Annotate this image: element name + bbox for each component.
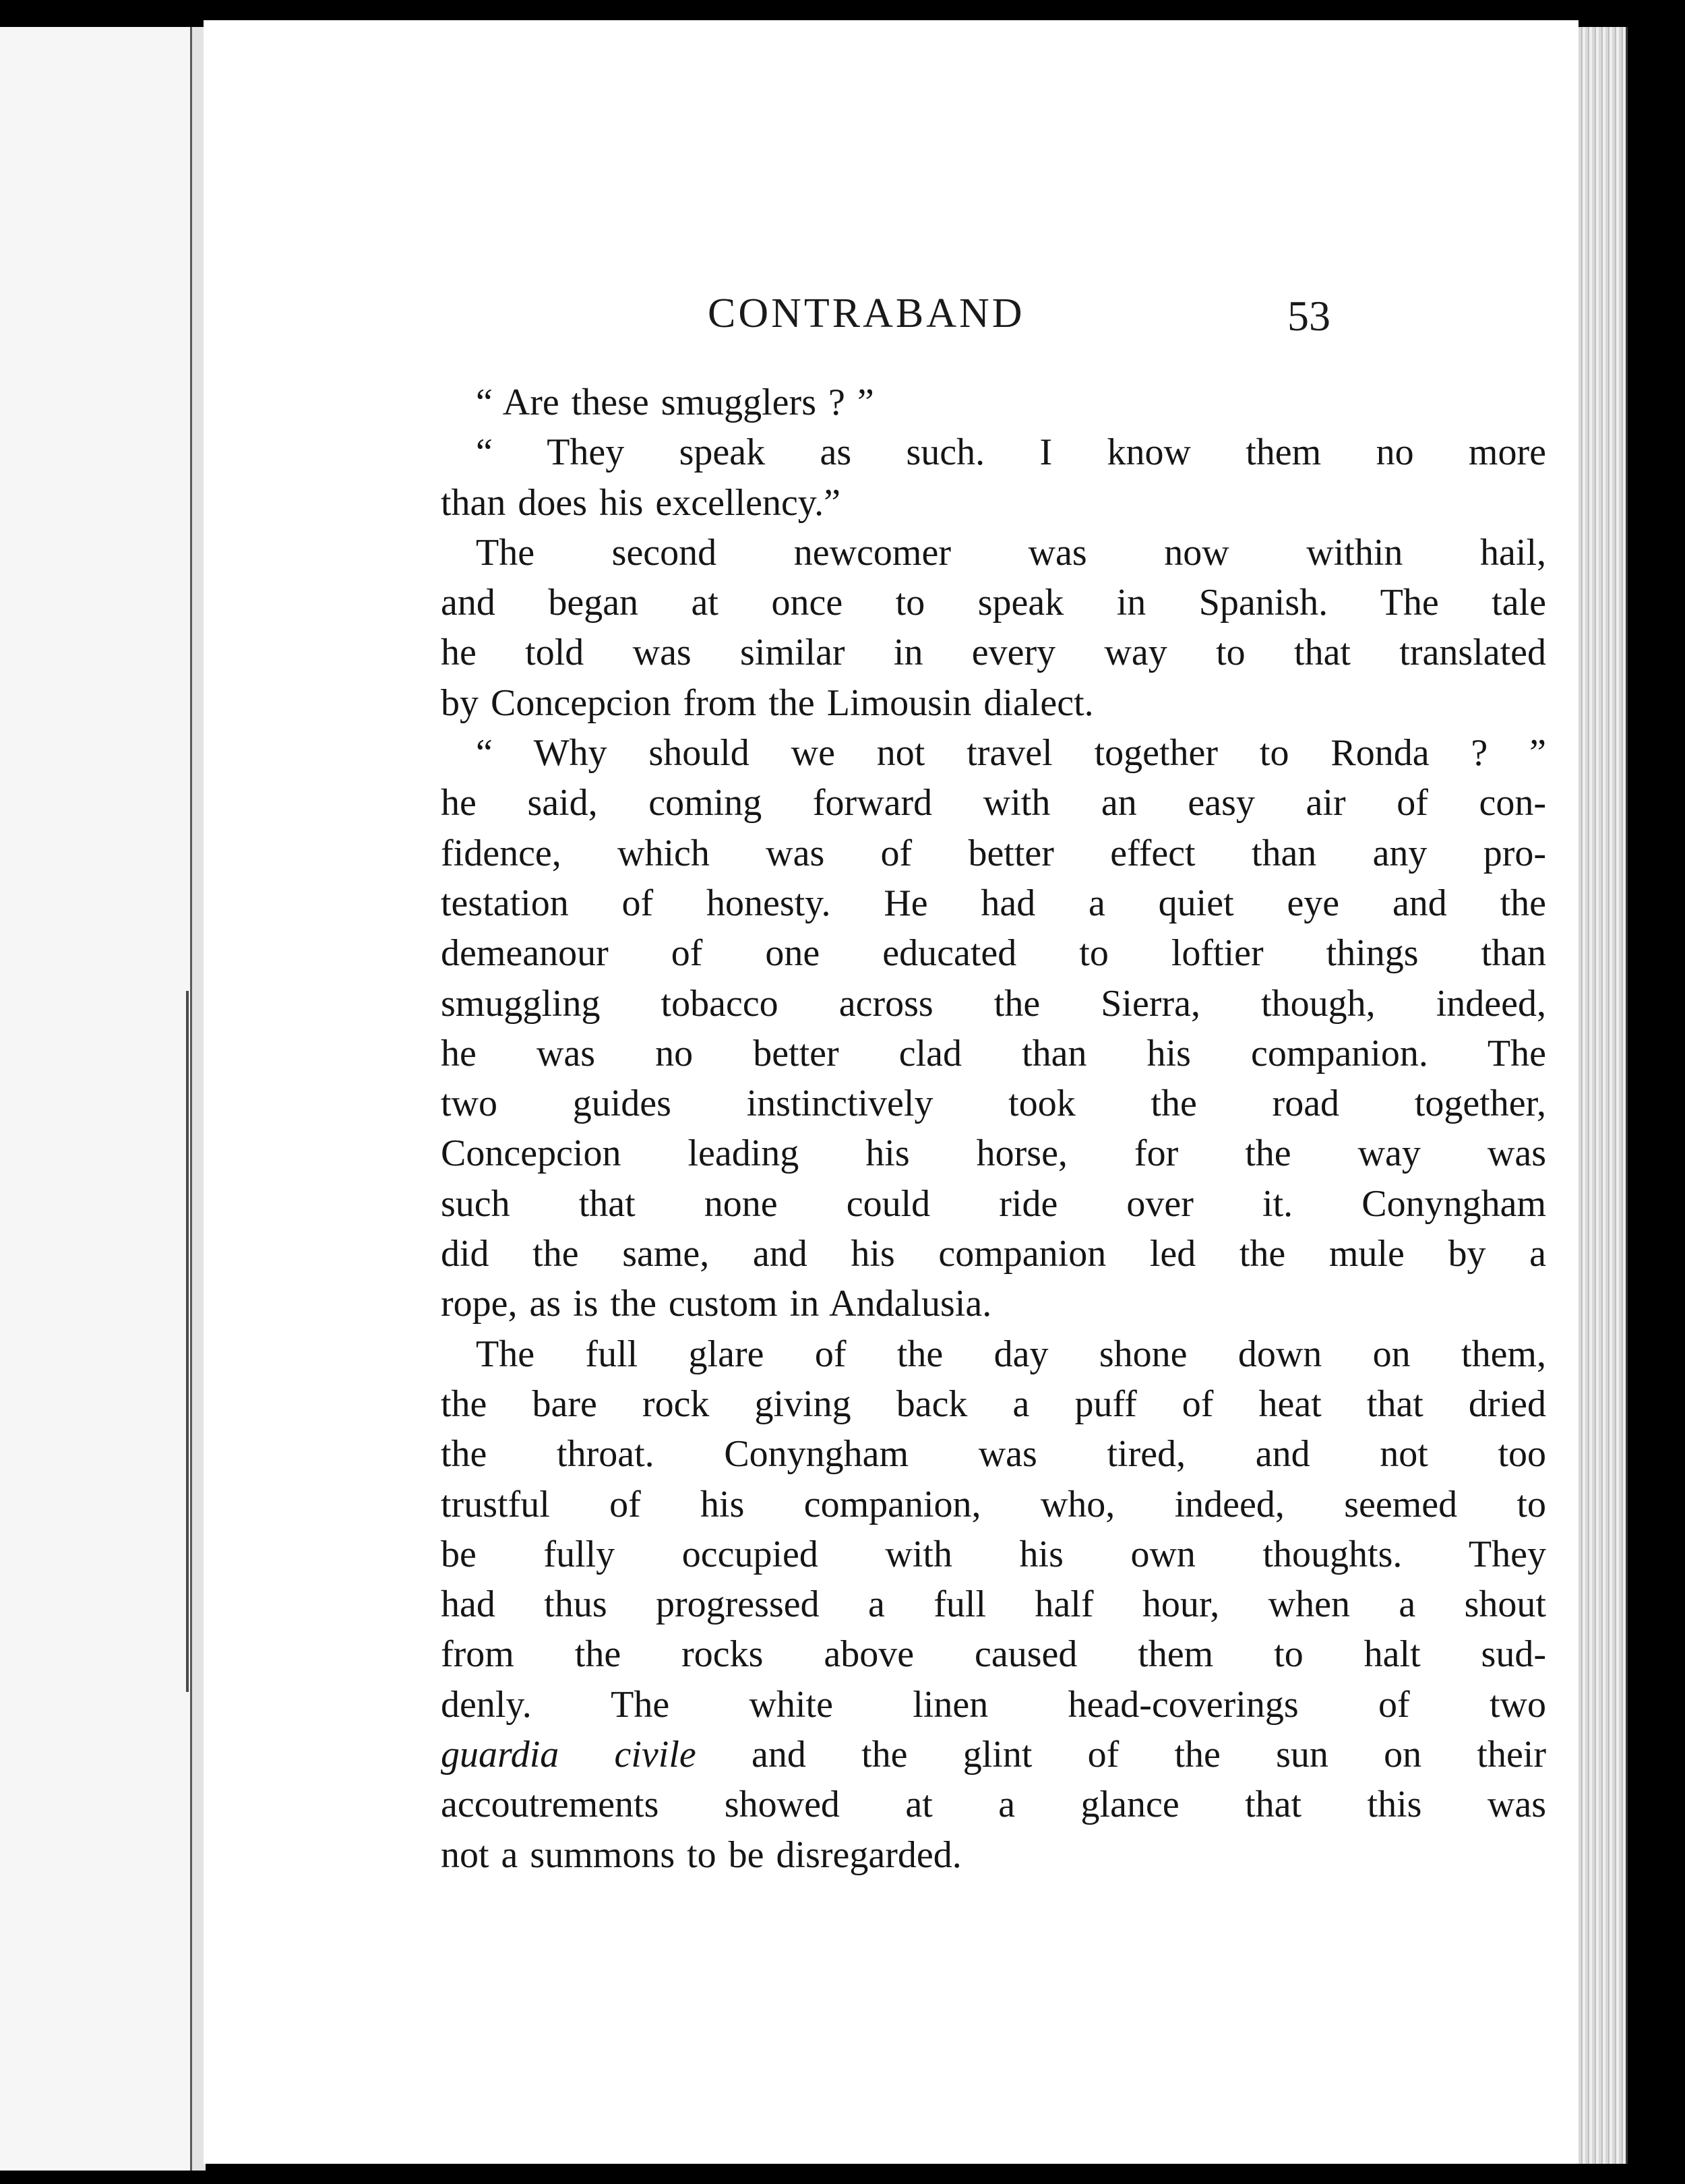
text-line: and began at once to speak in Spanish. The tale [441,582,1546,624]
text-line-italic [441,1730,1546,1780]
text-line: rope, as is the custom in Andalusia. [441,1283,992,1325]
text-line: be fully occupied with his own thoughts. They [441,1533,1546,1575]
text-line: two guides instinctively took the road together, [441,1083,1546,1125]
text-line: demeanour of one educated to loftier things than [441,932,1546,975]
text-line: trustful of his companion, who, indeed, seemed to [441,1483,1546,1525]
text-line: such that none could ride over it. Conyngham [441,1182,1546,1225]
page-number: 53 [1287,292,1330,340]
text-line: fidence, which was of better effect than any pro- [441,832,1546,874]
text-line: “ Are these smugglers ? ” [476,382,874,423]
text-line: he told was similar in every way to that translated [441,632,1546,674]
text-line: Concepcion leading his horse, for the way was [441,1132,1546,1175]
text-line: testation of honesty. He had a quiet eye and the [441,882,1546,924]
running-title: CONTRABAND [708,291,1025,336]
text-line: denly. The white linen head-coverings of two [441,1683,1546,1726]
text-line: than does his excellency.” [441,481,841,524]
text-line: not a summons to be disregarded. [441,1833,962,1876]
text-line: from the rocks above caused them to halt sud- [441,1633,1546,1676]
text-line: he was no better clad than his companion. The [441,1032,1546,1074]
text-line-rest: and the glint of the sun on their [751,1734,1547,1776]
text-line: The full glare of the day shone down on them, [476,1333,1546,1375]
text-line: did the same, and his companion led the mule by a [441,1233,1546,1275]
page-stack-edges [1579,27,1628,2164]
text-line: “ They speak as such. I know them no more [476,431,1546,474]
text-line: had thus progressed a full half hour, when a shout [441,1583,1546,1626]
text-line: he said, coming forward with an easy air of con- [441,782,1546,824]
text-line: the throat. Conyngham was tired, and not too [441,1433,1546,1476]
body-text [441,377,1546,1880]
running-head [204,276,1579,351]
text-line: The second newcomer was now within hail, [476,531,1546,574]
text-line: “ Why should we not travel together to Ronda ? ” [476,732,1546,775]
text-line: smuggling tobacco across the Sierra, though, indeed, [441,982,1546,1025]
text-line: the bare rock giving back a puff of heat that dried [441,1383,1546,1425]
text-line: accoutrements showed at a glance that this was [441,1784,1546,1826]
text-line: by Concepcion from the Limousin dialect. [441,681,1094,724]
book-page [204,20,1579,2164]
italic-phrase: guardia civile [441,1734,696,1776]
facing-page-edge [182,991,189,1692]
facing-page [0,27,192,2171]
